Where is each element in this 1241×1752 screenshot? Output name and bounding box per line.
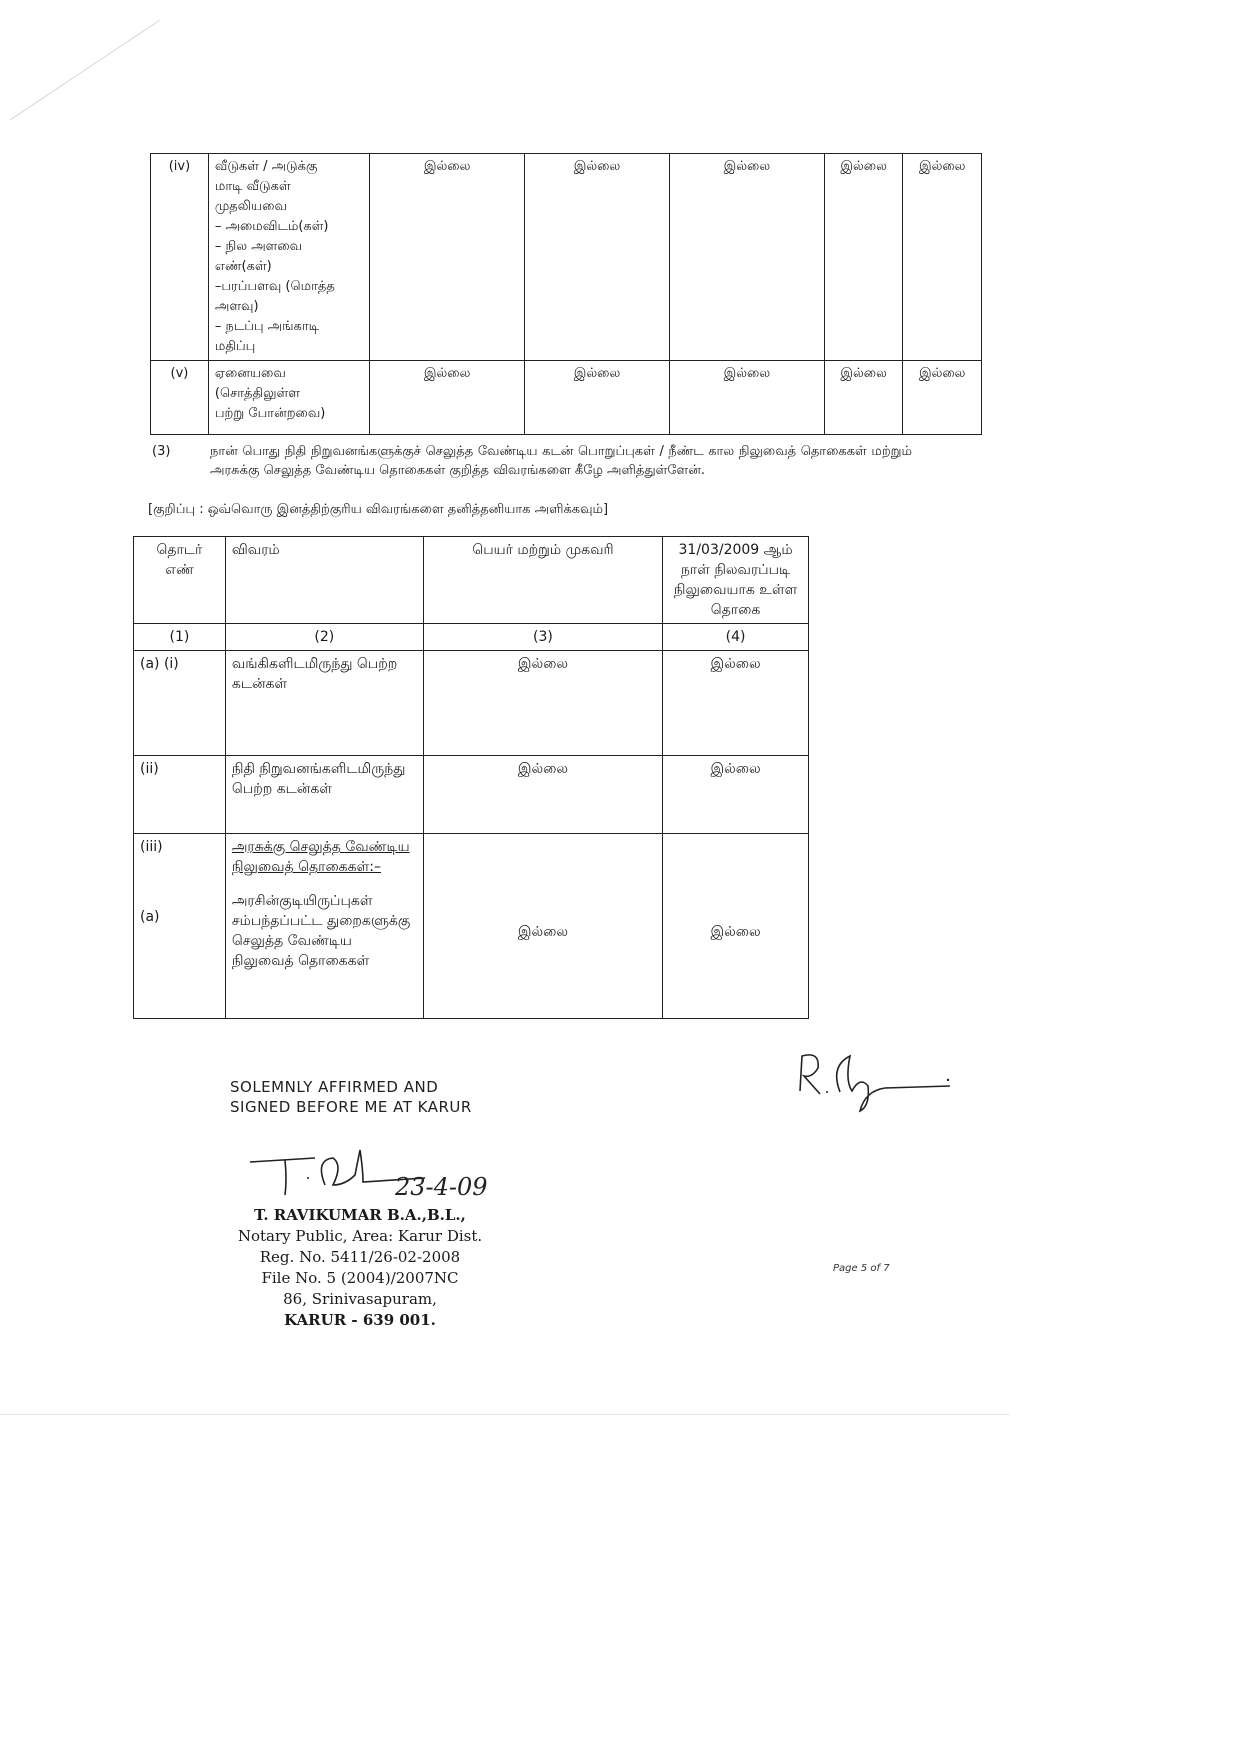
col-num: (3) (423, 624, 662, 651)
table-cell: இல்லை (669, 154, 824, 361)
header-name-address: பெயர் மற்றும் முகவரி (423, 537, 662, 624)
header-row (134, 537, 809, 624)
desc-line: – நடப்பு அங்காடி (214, 319, 319, 334)
notary-reg-no: Reg. No. 5411/26-02-2008 (259, 1248, 461, 1266)
table-row (134, 651, 809, 756)
header-details: விவரம் (225, 537, 423, 624)
row-amount: இல்லை (663, 756, 809, 834)
table-cell: இல்லை (370, 154, 525, 361)
table-row (134, 834, 809, 1019)
row-name: இல்லை (423, 651, 662, 756)
desc-line: – நில அளவை (214, 239, 303, 254)
desc-line: – அமைவிடம்(கள்) (214, 219, 329, 234)
notary-signature (245, 1140, 535, 1210)
row-subnumber: (a) (140, 909, 160, 925)
table-cell: இல்லை (903, 361, 982, 435)
col-num: (1) (134, 624, 226, 651)
row-name: இல்லை (423, 756, 662, 834)
svg-text:23-4-09: 23-4-09 (395, 1173, 488, 1201)
table-cell: இல்லை (370, 361, 525, 435)
notary-address: 86, Srinivasapuram, (283, 1290, 437, 1308)
instruction-note: [குறிப்பு : ஒவ்வொரு இனத்திற்குரிய விவரங்களை தனித்தனியாக அளிக்கவும்] (148, 502, 609, 517)
row-description: நிதி நிறுவனங்களிடமிருந்து பெற்ற கடன்கள் (225, 756, 423, 834)
row-description-cell (225, 834, 423, 1019)
header-amount: 31/03/2009 ஆம் நாள் நிலவரப்படி நிலுவையாக உள்ள தொகை (663, 537, 809, 624)
affirmation-line: SOLEMNLY AFFIRMED AND (230, 1078, 439, 1096)
row-amount: இல்லை (663, 834, 809, 1019)
notary-city: KARUR - 639 001. (284, 1311, 436, 1329)
row-description (208, 361, 369, 435)
table-cell: இல்லை (903, 154, 982, 361)
header-serial: தொடர் எண் (134, 537, 226, 624)
table-row (151, 154, 982, 361)
desc-line: –பரப்பளவு (மொத்த (214, 279, 335, 294)
assets-table (150, 153, 982, 435)
row-number: (iv) (151, 154, 209, 361)
row-description: அரசின்குடியிருப்புகள் சம்பந்தப்பட்ட துறைகளுக்கு செலுத்த வேண்டிய நிலுவைத் தொகைகள் (231, 893, 411, 969)
table-cell: இல்லை (669, 361, 824, 435)
affirmation-text (230, 1077, 472, 1117)
desc-line: மதிப்பு (214, 339, 256, 354)
page-number: Page 5 of 7 (833, 1263, 890, 1274)
row-number-cell (134, 834, 226, 1019)
col-num: (4) (663, 624, 809, 651)
liabilities-paragraph (152, 442, 912, 480)
paragraph-text: நான் பொது நிதி நிறுவனங்களுக்குச் செலுத்த வேண்டிய கடன் பொறுப்புகள் / நீண்ட கால நிலுவைத் தொகைகள் மற்றும் அரசுக்கு செலுத்த வேண்டிய தொகைகள் குறித்த விவரங்களை கீழே அளித்துள்ளேன். (210, 444, 912, 478)
notary-stamp (210, 1205, 510, 1331)
row-number: (a) (i) (134, 651, 226, 756)
desc-line: ஏனையவை (214, 366, 286, 381)
scan-corner-mark (10, 20, 170, 120)
row-heading: அரசுக்கு செலுத்த வேண்டிய நிலுவைத் தொகைகள்:– (231, 839, 410, 875)
desc-line: வீடுகள் / அடுக்கு (214, 159, 318, 174)
desc-line: மாடி வீடுகள் (214, 179, 291, 194)
table-row (134, 756, 809, 834)
desc-line: எண்(கள்) (214, 259, 272, 274)
col-num: (2) (225, 624, 423, 651)
row-description (208, 154, 369, 361)
row-number: (v) (151, 361, 209, 435)
desc-line: (சொத்திலுள்ள (214, 386, 301, 401)
liabilities-table (133, 536, 809, 1019)
notary-name: T. RAVIKUMAR B.A.,B.L., (254, 1206, 466, 1224)
table-cell: இல்லை (824, 361, 903, 435)
desc-line: அளவு) (214, 299, 259, 314)
table-cell: இல்லை (525, 361, 670, 435)
row-number: (iii) (140, 839, 163, 855)
paragraph-number: (3) (152, 444, 171, 459)
row-number: (ii) (134, 756, 226, 834)
deponent-signature (790, 1036, 960, 1116)
notary-file-no: File No. 5 (2004)/2007NC (261, 1269, 459, 1287)
notary-area: Notary Public, Area: Karur Dist. (237, 1227, 483, 1245)
row-amount: இல்லை (663, 651, 809, 756)
row-description: வங்கிகளிடமிருந்து பெற்ற கடன்கள் (225, 651, 423, 756)
desc-line: பற்று போன்றவை) (214, 406, 326, 421)
table-cell: இல்லை (824, 154, 903, 361)
row-name: இல்லை (423, 834, 662, 1019)
column-number-row (134, 624, 809, 651)
table-row (151, 361, 982, 435)
affirmation-line: SIGNED BEFORE ME AT KARUR (230, 1098, 472, 1116)
desc-line: முதலியவை (214, 199, 287, 214)
scan-edge-line (0, 1414, 1010, 1415)
table-cell: இல்லை (525, 154, 670, 361)
